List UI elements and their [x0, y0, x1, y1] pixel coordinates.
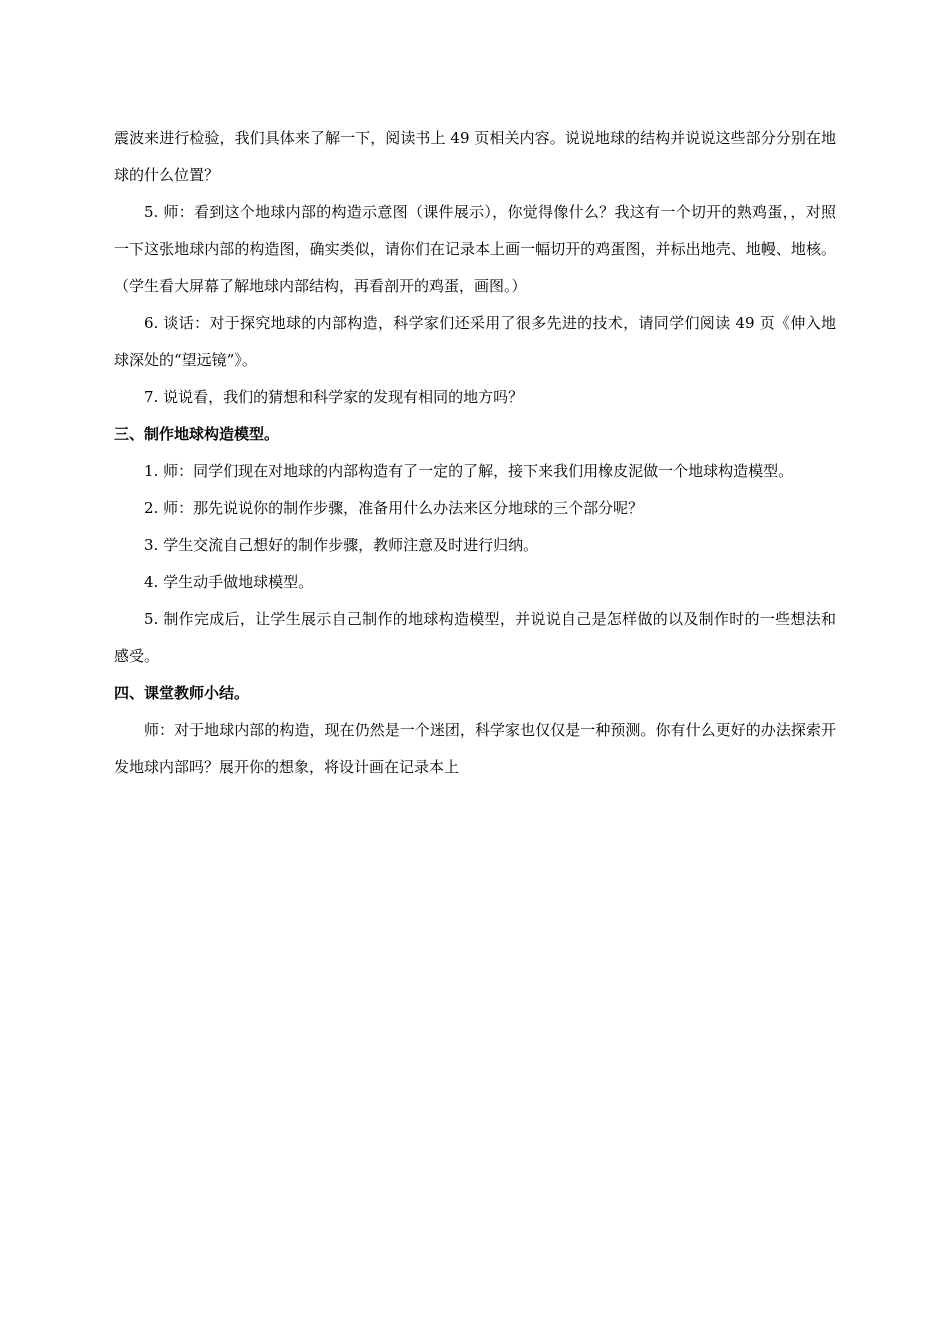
paragraph-step-7-discussion: 7. 说说看，我们的猜想和科学家的发现有相同的地方吗？: [144, 388, 524, 406]
paragraph-step-5-egg: 5. 师：看到这个地球内部的构造示意图（课件展示），你觉得像什么？我这有一个切开的熟鸡蛋，，对照一下这张地球内部的构造图，确实类似，请你们在记录本上画一幅切开的鸡蛋图，并标出地壳、地幔、地核。（学生看大屏幕了解地球内部结构，再看剖开的鸡蛋，画图。）: [114, 203, 836, 295]
paragraph-summary: 师：对于地球内部的构造，现在仍然是一个迷团，科学家也仅仅是一种预测。你有什么更好的办法探索开发地球内部吗？展开你的想象，将设计画在记录本上: [114, 721, 836, 776]
paragraph-model-step-4: 4. 学生动手做地球模型。: [144, 573, 314, 591]
section-heading-model: 三、制作地球构造模型。: [114, 425, 280, 443]
paragraph-continuation: 震波来进行检验，我们具体来了解一下，阅读书上 49 页相关内容。说说地球的结构并说说这些部分分别在地球的什么位置？: [114, 129, 836, 184]
paragraph-model-step-1: 1. 师：同学们现在对地球的内部构造有了一定的了解，接下来我们用橡皮泥做一个地球构造模型。: [144, 462, 794, 480]
paragraph-step-6-reading: 6. 谈话：对于探究地球的内部构造，科学家们还采用了很多先进的技术，请同学们阅读 49 页《伸入地球深处的“望远镜”》。: [114, 314, 836, 369]
paragraph-model-step-5: 5. 制作完成后，让学生展示自己制作的地球构造模型，并说说自己是怎样做的以及制作时的一些想法和感受。: [114, 610, 836, 665]
document-body: [114, 120, 836, 786]
paragraph-model-step-3: 3. 学生交流自己想好的制作步骤，教师注意及时进行归纳。: [144, 536, 539, 554]
paragraph-model-step-2: 2. 师：那先说说你的制作步骤，准备用什么办法来区分地球的三个部分呢？: [144, 499, 644, 517]
section-heading-summary: 四、课堂教师小结。: [114, 684, 250, 702]
